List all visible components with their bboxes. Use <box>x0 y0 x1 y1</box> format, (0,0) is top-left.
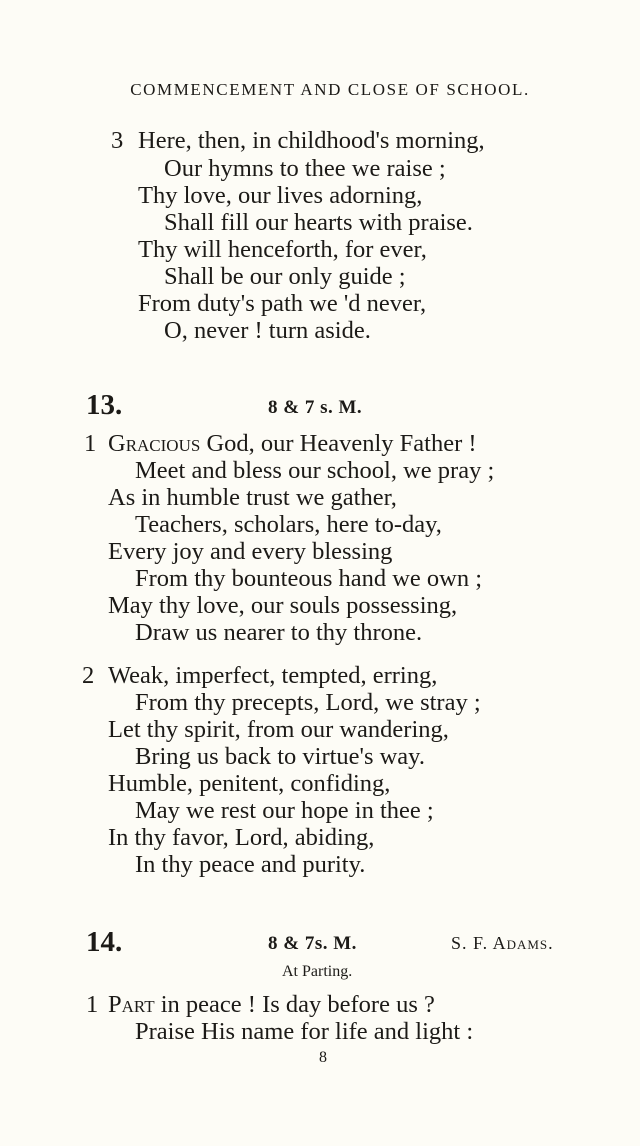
running-head: COMMENCEMENT AND CLOSE OF SCHOOL. <box>130 80 530 99</box>
stanza-number: 2 <box>82 662 95 689</box>
verse-line: As in humble trust we gather, <box>108 484 397 511</box>
stanza-number: 1 <box>84 430 97 457</box>
stanza-number: 3 <box>111 127 124 154</box>
hymn-occasion: At Parting. <box>282 963 353 980</box>
verse-line: Shall be our only guide ; <box>164 263 406 290</box>
verse-line: In thy favor, Lord, abiding, <box>108 824 375 851</box>
verse-line: Praise His name for life and light : <box>135 1018 474 1045</box>
first-line-rest: God, our Heavenly Father ! <box>200 430 477 457</box>
verse-line: Draw us nearer to thy throne. <box>135 619 423 646</box>
first-word: Part <box>108 991 155 1018</box>
verse-line: From thy bounteous hand we own ; <box>135 565 483 592</box>
verse-line: Let thy spirit, from our wandering, <box>108 716 449 743</box>
verse-line: Weak, imperfect, tempted, erring, <box>108 662 438 689</box>
verse-line: Humble, penitent, confiding, <box>108 770 391 797</box>
verse-line: Thy love, our lives adorning, <box>138 182 423 209</box>
verse-line: O, never ! turn aside. <box>164 317 371 344</box>
verse-line: In thy peace and purity. <box>135 851 366 878</box>
hymn-author: S. F. Adams. <box>451 933 554 953</box>
hymn-meter: 8 & 7s. M. <box>268 933 357 954</box>
verse-line <box>108 993 435 1018</box>
verse-line: May we rest our hope in thee ; <box>135 797 434 824</box>
first-line-rest: in peace ! Is day before us ? <box>154 991 435 1018</box>
verse-line <box>108 432 477 457</box>
verse-line: From duty's path we 'd never, <box>138 290 427 317</box>
verse-line: Our hymns to thee we raise ; <box>164 155 446 182</box>
verse-line: Teachers, scholars, here to-day, <box>135 511 442 538</box>
verse-line: May thy love, our souls possessing, <box>108 592 458 619</box>
first-word: Gracious <box>108 430 201 457</box>
hymn-meter: 8 & 7 s. M. <box>268 397 363 418</box>
verse-line: Here, then, in childhood's morning, <box>138 127 485 154</box>
verse-line: Bring us back to virtue's way. <box>135 743 425 770</box>
verse-line: From thy precepts, Lord, we stray ; <box>135 689 481 716</box>
verse-line: Thy will henceforth, for ever, <box>138 236 427 263</box>
page-number: 8 <box>319 1049 327 1066</box>
verse-line: Meet and bless our school, we pray ; <box>135 457 495 484</box>
verse-line: Shall fill our hearts with praise. <box>164 209 473 236</box>
hymn-number: 13. <box>86 389 123 421</box>
verse-line: Every joy and every blessing <box>108 538 393 565</box>
hymn-number: 14. <box>86 926 123 958</box>
stanza-number: 1 <box>86 991 99 1018</box>
